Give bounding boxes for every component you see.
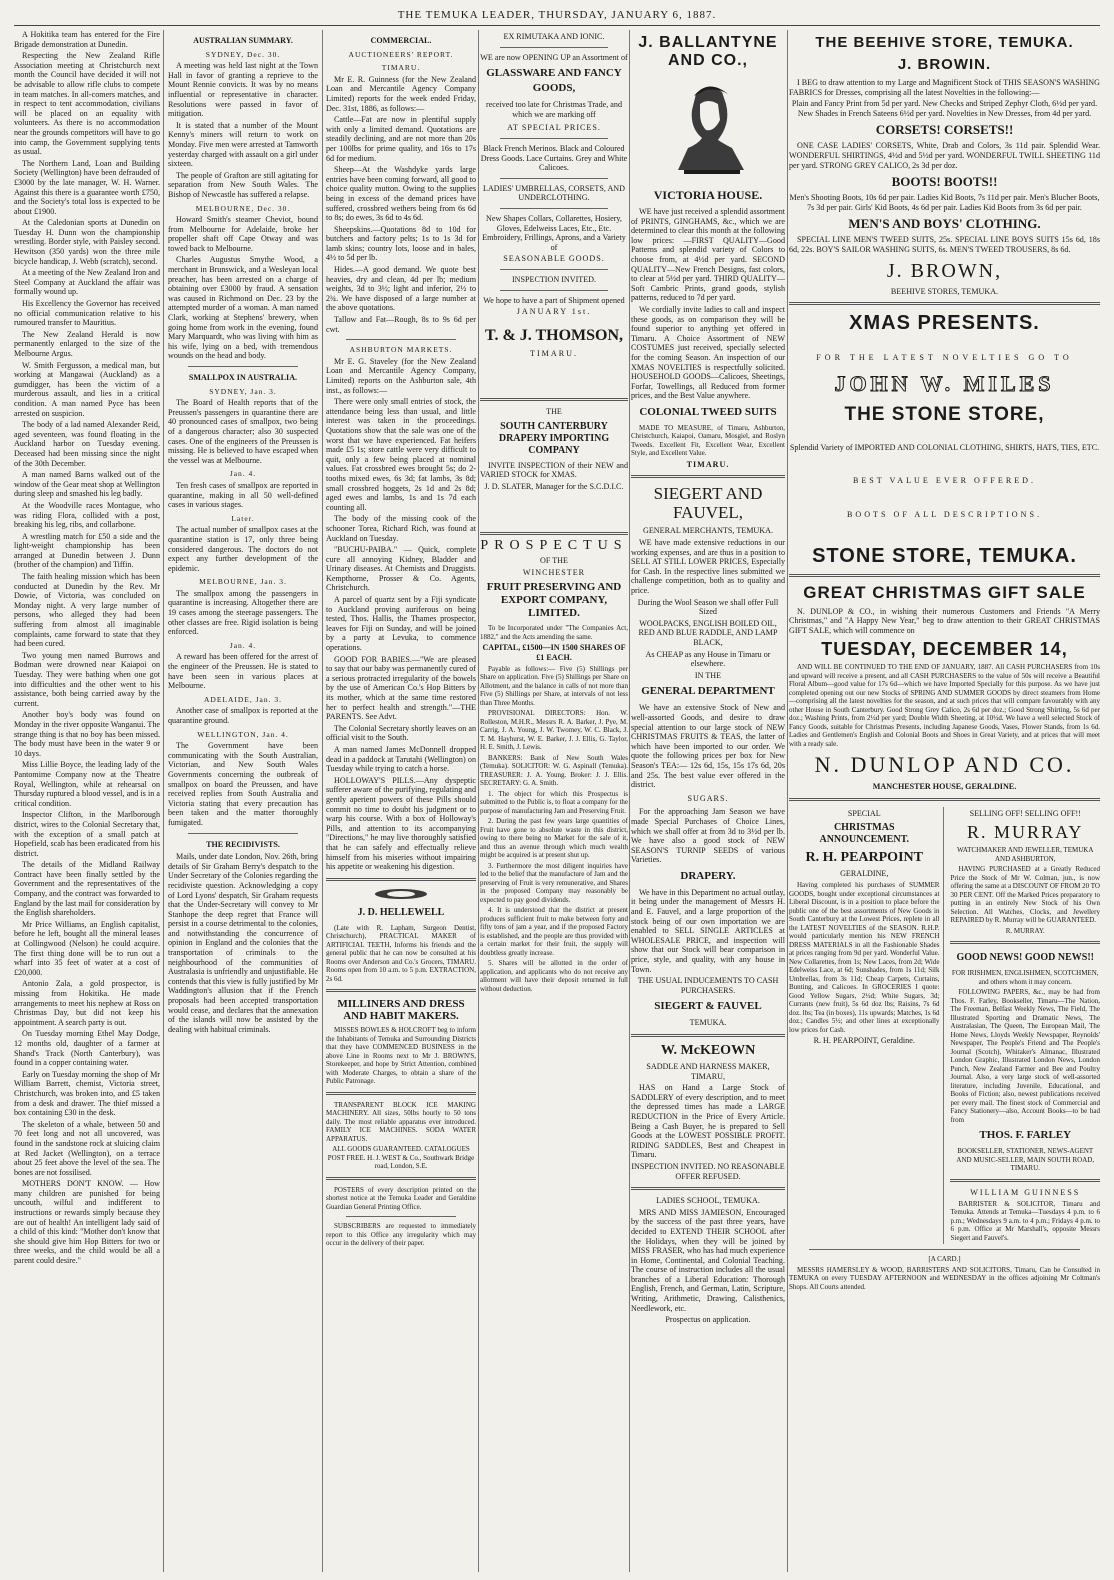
ladies-school-heading: LADIES SCHOOL, TEMUKA.	[656, 1196, 760, 1206]
news-item: Inspector Clifton, in the Marlborough district, wires to the Colonial Secretary that, with the exception of a small patch at Hopefield, scab has been eradicated from his district.	[14, 810, 160, 858]
news-item: Ten fresh cases of smallpox are reported in quarantine, making in all 50 well-defined cases in various stages.	[168, 480, 318, 510]
dateline: MELBOURNE, Dec. 30.	[195, 203, 291, 213]
ad-text: BOOTS OF ALL DESCRIPTIONS.	[846, 509, 1043, 519]
ad-text: BOOKSELLER, STATIONER, NEWS-AGENT AND MUSIC-SELLER, MAIN SOUTH ROAD, TIMARU.	[956, 1147, 1095, 1173]
dateline: Jan. 4.	[229, 640, 257, 650]
prospectus-paragraph: 2. During the past few years large quantities of Fruit have gone to absolute waste in this district, owing to there being no Market for the sale of it, and thus an avenue through which much wealth might be acquired is at present shut up.	[480, 817, 628, 860]
ad-text: Black French Merinos. Black and Coloured Dress Goods. Lace Curtains. Grey and White Calicoes.	[480, 143, 628, 173]
column-news-briefs	[14, 30, 160, 1572]
ad-text: SPECIAL LINE MEN'S TWEED SUITS, 25s. SPECIAL LINE BOYS SUITS 15s 6d, 18s 6d, 22s. BOY'S SAILOR WASHING SUITS, 6s. MEN'S TWEED TROUSERS, 8s 6d.	[789, 235, 1100, 254]
news-item: The Northern Land, Loan and Building Society (Wellington) have been defrauded of £3000 by the late manager, W. H. Warner. Against this there is a guarantee worth £750, and the Society's total loss is expected to be about £1900.	[14, 158, 160, 216]
victoria-house-heading: VICTORIA HOUSE.	[653, 188, 763, 202]
dateline: SYDNEY, Dec. 30.	[205, 49, 281, 59]
news-item: MOTHERS DON'T KNOW. — How many children are punished for being uncouth, wilful and indifferent to instructions or rewards simply because they are out of health! An intelligent lady said of a child of this kind: "Mother don't know that she should give him Hop Bitters for two or three weeks, and the child would be all a parent could desire."	[14, 1179, 160, 1266]
ad-text: WOOLPACKS, ENGLISH BOILED OIL, RED AND BLUE RADDLE, AND LAMP BLACK,	[638, 618, 778, 647]
ad-text: TIMARU.	[530, 348, 578, 358]
posters-notice: POSTERS of every description printed on the shortest notice at the Temuka Leader and Geraldine Guardian General Printing Office.	[326, 1185, 476, 1211]
news-item: W. Smith Fergusson, a medical man, but working at Mangawai (Auckland) as a gumdigger, has been the victim of a murderous assault, and lies in a critical condition. A man named Pyce has been arrested on suspicion.	[14, 360, 160, 418]
column-australian-news	[168, 30, 318, 1572]
report-paragraph: "BUCHU-PAIBA." — Quick, complete cure all annoying Kidney, Bladder and Urinary diseases. At Chemists and Druggists. Kempthorne, Prosser & Co. Agents, Christchurch.	[326, 545, 476, 593]
column-merchant-ads	[631, 30, 785, 1572]
report-paragraph: A parcel of quartz sent by a Fiji syndicate to Auckland proving auriferous on being tested, Thos. Hallis, the Thames prospector, leaves for Fiji on Sunday, and will be joined by a party at Levuka, to commence operations.	[326, 595, 476, 653]
news-item: The New Zealand Herald is now permanently enlarged to the size of the Melbourne Argus.	[14, 329, 160, 358]
news-item: A man named Barns walked out of the window of the Gear meat shop at Wellington during sleep and smashed his leg badly.	[14, 470, 160, 499]
report-paragraph: Mr E. G. Staveley (for the New Zealand Loan and Mercantile Agency Company, Limited) reports on the Ashburton sale, 4th inst., as follows:—	[326, 356, 476, 395]
section-heading: AUSTRALIAN SUMMARY.	[193, 36, 293, 45]
ad-text: We have an extensive Stock of New and well-assorted Goods, and desire to draw special attention to our large stock of NEW CHRISTMAS FRUITS & TEAS, the latter of which have been imported to our order. We quote the following prices per box for New Season's TEA:— 12s 6d, 15s, 15s 17s 6d, 20s and 25s. The best value ever offered in the district.	[631, 703, 785, 790]
divider	[480, 532, 628, 535]
news-item: A Hokitika team has entered for the Fire Brigade demonstration at Dunedin.	[14, 30, 160, 49]
ad-text: R. MURRAY.	[1005, 926, 1045, 935]
divider	[789, 574, 1100, 577]
news-item: Mails, under date London, Nov. 26th, bring details of Sir Graham Berry's despatch to the Under Secretary of the Colonies regarding the recidiviste question. Acknowledging a copy of Lord Lyons' despatch, Sir Graham requests that the Under-Secretary will convey to Mr Stanhope the deep regret that France will persist in a course detrimental to the colonies, and notwithstanding the concurrence of opinion in England and the colonies that the transportation of criminals to the neighbourhood of the communities of Australasia is unfriendly and unjustifiable. He contends that this view is fully justified by Mr Waddington's allusion that if the French proposals had been accepted transportation would cease, and declares that the annexation of the islands will now be assisted by the dealing with habitual criminals.	[168, 852, 318, 1034]
news-item: The smallpox among the passengers in quarantine is increasing. Altogether there are 19 cases among the steerage passengers. The other classes are free. Rigid isolation is being enforced.	[168, 588, 318, 637]
ad-text: SADDLE AND HARNESS MAKER, TIMARU,	[646, 1062, 770, 1081]
news-item: The Government have been communicating with the South Australian, Victorian, and New South Wales Governments concerning the outbreak of smallpox on board the Preussen, and have received replies from South Australia and Victoria stating that every precaution has been taken and the matter thoroughly fumigated.	[168, 741, 318, 827]
ad-text: TEMUKA.	[689, 1018, 727, 1028]
ice-machinery-ad: TRANSPARENT BLOCK ICE MAKING MACHINERY. All sizes, 50lbs hourly to 50 tons daily. The most reliable apparatus ever introduced. FAMILY ICE MACHINES. SODA WATER APPARATUS.	[326, 1100, 476, 1143]
ad-text: BARRISTER & SOLICITOR, Timaru and Temuka. Attends at Temuka—Tuesdays 4 p.m. to 6 p.m.; Wednesdays 9 a.m. to 4 p.m.; Fridays 4 p.m. to 6 p.m. Office at Mr Marshall's, opposite Messrs Siegert and Fauvel's.	[950, 1199, 1100, 1242]
ad-text: Splendid Variety of IMPORTED AND COLONIAL CLOTHING, SHIRTS, HATS, TIES, ETC.	[789, 442, 1100, 452]
news-item: The faith healing mission which has been conducted at Dunedin by the Rev. Mr Dowie, of Victoria, was concluded on Monday night. A very large number of persons, who alleged they had been suffering from almost all imaginable complaints, came forward to state that they had been cured.	[14, 572, 160, 649]
ad-text: WATCHMAKER AND JEWELLER, TEMUKA AND ASHBURTON,	[957, 846, 1094, 863]
ad-text: R. H. PEARPOINT, Geraldine.	[813, 1036, 915, 1046]
prospectus-paragraph: Payable as follows:— Five (5) Shillings per Share on application. Five (5) Shillings per Share on Allotment, and the balance in calls of not more than Five (5) Shillings per Share, at intervals of not less than Three Months.	[480, 664, 628, 707]
prospectus-paragraph: 5. Shares will be allotted in the order of application, and applicants who do not receive any allotment will have their deposit returned in full without deduction.	[480, 959, 628, 993]
capital-line: CAPITAL, £1500—IN 1500 SHARES OF £1 EACH.	[482, 643, 626, 663]
report-paragraph: GOOD FOR BABIES.—"We are pleased to say that our baby was permanently cured of a serious protracted irregularity of the bowels by the use of American Co.'s Hop Bitters by its mother, which at the same time restored her to perfect health and strength."—THE PARENTS. See Advt.	[326, 654, 476, 722]
masthead: THE TEMUKA LEADER, THURSDAY, JANUARY 6, 1887.	[14, 5, 1100, 26]
ad-text: FOR IRISHMEN, ENGLISHMEN, SCOTCHMEN, and others whom it may concern.	[951, 969, 1099, 986]
subscribers-notice: SUBSCRIBERS are requested to immediately report to this Office any irregularity which may occur in the delivery of their paper.	[326, 1222, 476, 1248]
dentist-ad: (Late with R. Lapham, Surgeon Dentist, Christchurch), PRACTICAL MAKER of ARTIFICIAL TEETH, Informs his friends and the general public that he can now be consulted at his Rooms over Anderson and Co.'s Grocers, TIMARU. Rooms open from 10 a.m. to 5 p.m. EXTRACTION, 2s 6d.	[326, 923, 476, 983]
news-item: The Board of Health reports that of the Preussen's passengers in quarantine there are 40 pronounced cases of smallpox, two being of a dangerous character; also 30 suspected cases. One of the engineers of the Preussen is missing. He is believed to have escaped when the vessel was at Melbourne.	[168, 398, 318, 465]
corsets-heading: CORSETS! CORSETS!!	[875, 122, 1014, 138]
ad-text: N. DUNLOP & CO., in wishing their numerous Customers and Friends "A Merry Christmas," and "A Happy New Year," beg to draw attention to their GREAT CHRISTMAS GIFT SALE, which will commence on	[789, 606, 1100, 635]
ad-text: MADE TO MEASURE, of Timaru, Ashburton, Christchurch, Kaiapoi, Oamaru, Mosgiel, and Roslyn Tweeds. Excellent Fit, Excellent Wear, Excellent Style, and Excellent Value.	[631, 423, 785, 458]
ad-text: Men's Shooting Boots, 10s 6d per pair. Ladies Kid Boots, 7s 11d per pair. Men's Blucher Boots, 7s 3d per pair. Girls' Kid Boots, 4s 6d per pair. Ladies Kid Boots from 3s 6d per pair.	[789, 193, 1100, 212]
column-commercial	[326, 30, 476, 1572]
ad-text: JANUARY 1st.	[516, 307, 592, 317]
divider	[326, 878, 476, 881]
queen-victoria-portrait-icon	[648, 74, 768, 184]
milliners-ad: MISSES BOWLES & HOLCROFT beg to inform the Inhabitants of Temuka and Surrounding Districts that they have COMMENCED BUSINESS in the above Line in Rooms next to Mr J. BROWN'S, Storekeeper, and hope by Strict Attention, combined with Moderate Charges, to obtain a share of the Public Patronage.	[326, 1026, 476, 1086]
ad-text: For the approaching Jam Season we have made Special Purchases of Choice Lines, which we shall offer at from 3d to 3½d per lb. We have also a good stock of NEW SEASON'S TURNIP SEEDS of various Varieties.	[631, 807, 785, 865]
report-paragraph: Cattle—Fat are now in plentiful supply with only a limited demand. Quotations are steadily declining, and are not more than 20s per 100lbs for prime quality, and 16s to 17s 6d for medium.	[326, 115, 476, 163]
ad-text: HAS on Hand a Large Stock of SADDLERY of every description, and to meet the depressed times has made a LARGE REDUCTION in the Price of Every Article. Being a Cash Buyer, he is prepared to Sell Goods at the LOWEST POSSIBLE PROFIT. RIDING SADDLES, Best and Cheapest in Timaru.	[631, 1083, 785, 1160]
miles-heading: JOHN W. MILES	[834, 370, 1055, 396]
right-ads	[950, 807, 1100, 1244]
farley-heading: THOS. F. FARLEY	[979, 1129, 1072, 1142]
ice-machinery-footer: ALL GOODS GUARANTEED. CATALOGUES POST FREE. H. J. WEST & Co., Southwark Bridge road, London, S.E.	[327, 1145, 475, 1171]
news-item: It is stated that a number of the Mount Kenny's miners will return to work on Monday. Five men were arrested at Tamworth yesterday charged with assault on a girl under sixteen.	[168, 120, 318, 169]
report-paragraph: Tallow and Fat—Rough, 8s to 9s 6d per cwt.	[326, 315, 476, 334]
news-item: Early on Tuesday morning the shop of Mr William Barrett, chemist, Victoria street, Christchurch, was broken into, and £5 taken from a desk and drawer. The thief missed a box containing £30 in the desk.	[14, 1069, 160, 1118]
news-item: The people of Grafton are still agitating for separation from New South Wales. The Bishop of Newcastle has suffered a relapse.	[168, 170, 318, 199]
ad-text: INVITE INSPECTION of their NEW and VARIED STOCK for XMAS.	[480, 460, 628, 480]
ad-text: We have in this Department no actual outlay, it being under the management of Messrs H. and E. Fauvel, and a large proportion of the stock being of our own importation we are enabled to SELL SINGLE ARTICLES at WHOLESALE PRICE, and inspection will show that our Stock will bear comparison in price, style, and quality, with any house in Town.	[631, 887, 785, 974]
divider	[950, 1179, 1100, 1182]
prospectus-paragraph: 3. Furthermore the most diligent inquiries have led to the belief that the manufacture of Jam and the preserving of Fruit is very remunerative, and Shares in the proposed Company may reasonably be expected to pay good dividends.	[480, 861, 628, 904]
news-item: The skeleton of a whale, between 50 and 70 feet long and not all uncovered, was found in the sandstone rock at sluicing claim at Red Jacket (Wellington), on a terrace about 25 feet above the level of the sea. The bones are not fossilised.	[14, 1119, 160, 1177]
clothing-heading: MEN'S AND BOYS' CLOTHING.	[848, 216, 1041, 232]
report-paragraph: Mr E. R. Guinness (for the New Zealand Loan and Mercantile Agency Company Limited) reports for the week ended Friday, Dec. 31st, 1886, as follows:—	[326, 74, 476, 113]
divider	[631, 1034, 785, 1037]
drapery-heading: DRAPERY.	[680, 869, 736, 882]
divider	[500, 47, 608, 48]
ad-text: [A CARD.]	[928, 1255, 961, 1264]
divider	[500, 208, 608, 209]
divider	[950, 941, 1100, 944]
news-item: The actual number of smallpox cases at the quarantine station is 17, only three being considered dangerous. The doctors do not expect any further development of the epidemic.	[168, 525, 318, 573]
ad-text: ONE CASE LADIES' CORSETS, White, Drab and Colors, 3s 11d pair. Splendid Wear. WONDERFUL SHIRTINGS, 4½d and 5½d per yard. WONDERFUL TWILL SHEETING 11d per yard. STRONG GREY CALICO, 2s 3d per doz.	[789, 141, 1100, 170]
beehive-proprietor: J. BROWIN.	[897, 56, 992, 73]
dunlop-heading: N. DUNLOP AND CO.	[814, 752, 1075, 778]
divider	[480, 398, 628, 401]
divider	[346, 1216, 456, 1217]
ballantyne-heading: J. BALLANTYNE AND CO.,	[638, 34, 778, 69]
ad-topline: EX RIMUTAKA AND IONIC.	[503, 32, 605, 41]
divider	[500, 269, 608, 270]
news-item: Another boy's body was found on Monday in the river opposite Wanganui. The strange thing is that no boy has been missed. The body must have been in the water 9 or 10 days.	[14, 710, 160, 758]
report-paragraph: Sheepskins.—Quotations 8d to 10d for butchers and factory pelts; 1s to 1s 3d for lamb skins; country lots, loose and in bales, 4½ to 5d per lb.	[326, 224, 476, 263]
report-paragraph: A man named James McDonnell dropped dead in a paddock at Tarutahi (Wellington) on Tuesday while trying to catch a horse.	[326, 744, 476, 774]
ad-text: AT SPECIAL PRICES.	[507, 123, 601, 133]
ad-text: During the Wool Season we shall offer Full Sized	[637, 597, 779, 617]
mckeown-heading: W. McKEOWN	[660, 1043, 756, 1058]
colonial-tweed-heading: COLONIAL TWEED SUITS	[639, 405, 777, 418]
ad-intro: WE are now OPENING UP an Assortment of	[480, 52, 628, 62]
news-item: Respecting the New Zealand Rifle Association meeting at Christchurch next month the Council have decided it will not be advisable to allow rifle clubs to compete in team matches. In all-comers matches, and in respect to tent accommodation, civilians will be placed on an equality with volunteers. As there is no accommodation near the grounds competitors will have to go into camp, the Government supplying tents as usual.	[14, 51, 160, 157]
ad-text: SPECIAL	[847, 808, 881, 818]
beehive-heading: THE BEEHIVE STORE, TEMUKA.	[815, 34, 1074, 51]
news-item: A meeting was held last night at the Town Hall in favor of granting a reprieve to the Mount Rennie convicts. It was by no means influential or representative in character. Resolutions were passed in favor of mitigation.	[168, 61, 318, 119]
ad-text: GERALDINE,	[840, 869, 889, 879]
subheading: ASHBURTON MARKETS.	[349, 345, 453, 355]
prospectus-paragraph: 4. It is understood that the district at present produces sufficient fruit to make between forty and fifty tons of jam a year, and if the proposed Factory is established, and the people are thus provided with a certain market for their fruit, the supply will doubtless greatly increase.	[480, 906, 628, 957]
column-rule	[629, 30, 630, 1572]
news-item: Charles Augustus Smythe Wood, a merchant in Brunswick, and a Wesleyan local preacher, has been arrested on a charge of obtaining over £3000 by fraud. A sensation was caused in Richmond on Dec. 23 by the attempted murder of a woman. A man named Clark, working at Stephens' brewery, when going home from work in the evening, found Mary Marquardt, who was living with him as his wife, lying on a bed, with tremendous wounds on the head and body.	[168, 255, 318, 361]
subheading: AUCTIONEERS' REPORT.	[348, 49, 454, 59]
ad-text: MESSRS HAMERSLEY & WOOD, BARRISTERS AND SOLICITORS, Timaru, Can be Consulted in TEMUKA on every TUESDAY AFTERNOON and WEDNESDAY in the offices adjoining Mr Coltman's Shops. All Courts attended.	[789, 1265, 1100, 1291]
ad-text: MANCHESTER HOUSE, GERALDINE.	[872, 782, 1017, 792]
dateline: TIMARU.	[381, 63, 421, 73]
ornament-icon	[371, 887, 431, 901]
dateline: SYDNEY, Jan. 3.	[209, 386, 277, 396]
section-heading: COMMERCIAL.	[370, 36, 432, 45]
boots-heading: BOOTS! BOOTS!!	[891, 174, 998, 190]
ad-text: TIMARU.	[686, 459, 730, 469]
ad-text: We hope to have a part of Shipment opened	[483, 295, 625, 305]
glassware-heading: GLASSWARE AND FANCY GOODS,	[486, 67, 622, 95]
report-paragraph: HOLLOWAY'S PILLS.—Any dyspeptic sufferer aware of the purifying, regulating and gently aperient powers of these Pills should commit no time to doubt his judgment or to warp his course. With a box of Holloway's Pills, and attention to its accompanying "Directions," he may live thoroughly satisfied that he can safely and effectually relieve himself from his miseries without impairing his appetite or weakening his digestion.	[326, 775, 476, 872]
divider	[500, 178, 608, 179]
column-rule	[787, 30, 788, 1572]
divider	[500, 290, 608, 291]
divider	[500, 138, 608, 139]
sugars-heading: SUGARS.	[687, 793, 729, 803]
report-paragraph: There were only small entries of stock, the attendance being less than usual, and little interest was taken in the proceedings. Quotations show that the sale was one of the worst that we have experienced. Fat heifers made £5 1s; store cattle were very difficult to quit, only a few being placed at nominal values. Fat crossbred ewes brought 5s; do 2-tooths mixed ewes, 6s 3d; fat lambs, 3s 8d; small crossbred hoggets, 2s 1d and 2s 8d; aged ewes and lambs, 1s and 1s 7d each counting all.	[326, 397, 476, 512]
news-item: Another case of smallpox is reported at the quarantine ground.	[168, 706, 318, 725]
ad-text: OF THE	[540, 556, 568, 566]
ad-text: THE USUAL INDUCEMENTS TO CASH PURCHASERS.	[637, 976, 779, 995]
ad-text: We cordially invite ladies to call and inspect these goods, as on comparison they will be found superior to anything yet offered in Timaru. A Choice Assortment of NEW COSTUMES just received, specially selected for the coming Season. An inspection of our XMAS NOVELTIES is respectfully solicited. HOUSEHOLD GOODS—Calicoes, Sheetings, Forfar, Towellings, all Reduced from former prices, and the Best Value anywhere.	[631, 304, 785, 401]
stone-store-heading: THE STONE STORE,	[844, 403, 1045, 425]
report-paragraph: Sheep—At the Washdyke yards large entries have been coming forward, all good to choice quality mutton. Owing to the supplies being in excess of the demand prices have suffered, crossbred wethers being from 6s 6d to 8s; do ewes, 3s 6d to 4s 6d.	[326, 165, 476, 223]
news-item: Mr Price Williams, an English capitalist, before he left, bought all the mineral leases at Collingwood (Nelson) he could acquire. The first thing done will be to run out a wharf into 35 feet of water at a cost of £20,000.	[14, 919, 160, 977]
ad-text: J. D. SLATER, Manager for the S.C.D.I.C.	[484, 482, 624, 492]
murray-heading: R. MURRAY	[967, 822, 1084, 843]
ad-text: WINCHESTER	[522, 567, 586, 577]
gift-sale-heading: GREAT CHRISTMAS GIFT SALE	[803, 582, 1086, 602]
ad-text: FOLLOWING PAPERS, &c., may be had from Thos. F. Farley, Bookseller, Timaru—The Nation, The Freeman, Belfast Weekly News, The Field, The Illustrated Sporting and Dramatic News, The Australasian, The Queen, The European Mail, The Home News, Lloyds Weekly Newspaper, Reynolds' Newspaper, The People's Friend and The People's Journal (Scotch), Whitaker's Almanac, Illustrated London Graphic, Illustrated London News, London Punch, New Zealand Farmer and Bee and Poultry Journal. Also, a very large stock of well-assorted literature, including Juvenile, Educational, and Books of Fiction; also, newest publications received per every mail. The finest stock of Commercial and Fancy Stationery—also, Account Books—to be had from	[950, 988, 1100, 1124]
news-item: At the Caledonian sports at Dunedin on Tuesday H. Dunn won the championship wrestling. Border style, with Paisley second. Hewitson (350 yards) won the three mile bicycle handicap, J. Webb (scratch), second.	[14, 218, 160, 266]
prospectus-paragraph: PROVISIONAL DIRECTORS: Hon. W. Rolleston, M.H.R., Messrs R. A. Barker, J. Pye, M. Carrig, J. A. Young, J. W. Twomey, W. C. Black, J. T. M. Hayhurst, W. E. Barker, J. J. Ellis, G. Taylor, H. E. Smith, J. Lewis.	[480, 709, 628, 752]
ad-text: Having completed his purchases of SUMMER GOODS, bought under exceptional circumstances at Liberal Discount, is in a position to place before the public one of the best assortments of New Goods in South Canterbury at the Lowest Prices, replete in all the LATEST NOVELTIES of the SEASON. R.H.P. would particularly mention his NEW FRENCH DRESS MATERIALS in all the Fashionable Shades at prices ranging from 9d per yard. Wonderful Value. New Collarettes, from 1s; New Laces, from 2d; Wide Edelweiss Lace, at 6d; Sunshades, from 1s 11d; Silk Umbrellas, from 3s 11d; Cheap Carpets, Curtains, Bunting, and Calicoes. In GROCERIES I quote: Good Yellow Sugars, 2½d; White Sugars, 3d; Currants (new fruit), 5s 6d doz lbs; Raisins, 7s 6d doz. lbs; Tea (in boxes), 11s upwards; Matches, 1s 6d doz.; Candles 5½; and other lines at exceptionally low prices for Cash.	[789, 881, 940, 1034]
ad-text: MRS AND MISS JAMIESON, Encouraged by the success of the past three years, have decided to EXTEND THEIR SCHOOL after the Holidays, when they will be joined by MISS FRASER, who has had much experience in Home, Continental, and Colonial Teaching. The course of instruction includes all the usual branches of a Liberal Education: Thorough English, French, and German, Latin, Scripture, Writing, Arithmetic, Drawing, Calisthenics, Needlework, etc.	[631, 1207, 785, 1313]
prospectus-heading: PROSPECTUS	[480, 537, 628, 553]
ad-text: To be Incorporated under "The Companies Act, 1882," and the Acts amending the same.	[480, 624, 628, 641]
pearpoint-ad	[789, 807, 944, 1244]
news-item: The details of the Midland Railway Contract have been finally settled by the Government and the representatives of the Company, and the contract was forwarded to England by the last mail for consideration by the English shareholders.	[14, 860, 160, 918]
ad-text: As CHEAP as any House in Timaru or elsewhere.	[645, 649, 771, 669]
ad-text: INSPECTION INVITED. NO REASONABLE OFFER REFUSED.	[631, 1161, 785, 1181]
divider	[346, 339, 456, 340]
divider	[809, 1249, 1080, 1250]
dateline: MELBOURNE, Jan. 3.	[199, 577, 287, 587]
south-canterbury-heading: SOUTH CANTERBURY DRAPERY IMPORTING COMPANY	[498, 420, 610, 456]
ad-text: HAVING PURCHASED at a Greatly Reduced Price the Stock of Mr W. Colman, jun., is now offering the same at a DISCOUNT OF FROM 20 TO 30 PER CENT. Off the Marked Prices preparatory to putting in an entirely New Stock of his Own Selection. All Watches, Clocks, and Jewellery REPAIRED by R. Murray will be GUARANTEED.	[950, 865, 1100, 925]
divider	[326, 1092, 476, 1095]
news-item: Howard Smith's steamer Cheviot, bound from Melbourne for Adelaide, broke her propeller shaft off Cape Otway and was towed back to Melbourne.	[168, 215, 318, 253]
milliners-heading: MILLINERS AND DRESS AND HABIT MAKERS.	[337, 998, 465, 1023]
news-item: Miss Lillie Boyce, the leading lady of the Pantomime Company now at the Theatre Royal, Wellington, while at rehearsal on Thursday ruptured a blood vessel, and is in a critical condition.	[14, 760, 160, 808]
two-column-ads	[789, 807, 1100, 1244]
divider	[326, 1177, 476, 1180]
column-rule	[478, 30, 479, 1572]
ad-text: GENERAL MERCHANTS, TEMUKA.	[643, 526, 773, 536]
divider	[789, 302, 1100, 305]
ad-text: WE have made extensive reductions in our working expenses, and are thus in a position to SELL AT STILL LOWER PRICES, Especially for Cash. In the respective lines submitted we challenge competition, both as to quality and price.	[631, 538, 785, 596]
divider	[631, 1187, 785, 1190]
news-item: Two young men named Burrows and Bodman were drowned near Kaiapoi on Tuesday. They were bathing when one got into difficulties and the other went to his assistance, both being carried away by the current.	[14, 650, 160, 708]
news-item: The body of a lad named Alexander Reid, aged seventeen, was found floating in the Auckland harbor on Tuesday evening. Deceased had been missing since the night of the 30th December.	[14, 420, 160, 468]
ad-text: AND WILL BE CONTINUED TO THE END OF JANUARY, 1887. All CASH PURCHASERS from 10s and upward will receive a present, and all CASH PURCHASERS to the value of 50s will receive a Beautiful Floral Album—good value for 17s 6d—which we have Imported Specially for this purpose. As we have just completed opening out our new Stocks of SPRING AND SUMMER GOODS by direct steamers from Home—comprising all the latest novelties for the season, and at such prices that will compare favourably with any other House in South Canterbury. Good Strong Grey Calico, 2s 6d per doz.; Good Strong Shirting, 5s 6d per doz.; Washing Prints, from 2½d per yard; Double Width Sheeting, at 10½d. We have a well selected Stock of Fancy Goods, suitable for Christmas Presents, including Japanese Goods, Vases, Flower Stands, from 1s 6d. Ladies and Gentlemen's English and Colonial Boots and Shoes in Great Variety, and at prices that will meet with a ready sale.	[789, 663, 1100, 748]
ad-text: THE	[546, 407, 562, 417]
gift-sale-date: TUESDAY, DECEMBER 14,	[821, 639, 1068, 660]
news-item: A wrestling match for £50 a side and the light-weight championship has been arranged at Dunedin between J. Dunn (brother of the champion) and Tiffin.	[14, 531, 160, 570]
report-paragraph: The body of the missing cook of the schooner Torea, Richard Rich, was found at Auckland on Tuesday.	[326, 514, 476, 543]
section-heading: THE RECIDIVISTS.	[206, 839, 280, 849]
news-item: A reward has been offered for the arrest of the engineer of the Preussen. He is stated to have been seen in various places at Melbourne.	[168, 652, 318, 691]
dateline: Jan. 4.	[229, 469, 257, 479]
news-item: At the Woodville races Montague, who was riding Flora, collided with a post, breaking his leg, ribs, and collarbone.	[14, 500, 160, 530]
thomson-name: T. & J. THOMSON,	[484, 326, 624, 344]
column-drapery-ads	[480, 30, 628, 1572]
report-paragraph: Hides.—A good demand. We quote best heavies, dry and clean, 4d per lb; medium weights, 3d to 3½; light and inferior, 2½ to 2¾. We have disposed of a large number at the above quotations.	[326, 265, 476, 313]
news-item: On Tuesday morning Ethel May Dodge, 12 months old, daughter of a farmer at Shand's Track (North Canterbury), was found in a copper containing water.	[14, 1029, 160, 1068]
ad-text: Plain and Fancy Print from 5d per yard. New Checks and Striped Zephyr Cloth, 6½d per yard. New Shades in French Sateens 6½d per yard. Novelties in New Dresses, from 4d per yard.	[791, 99, 1098, 118]
report-paragraph: The Colonial Secretary shortly leaves on an official visit to the South.	[326, 723, 476, 743]
ad-text: BEEHIVE STORES, TEMUKA.	[890, 286, 999, 296]
xmas-presents-heading: XMAS PRESENTS.	[849, 312, 1040, 335]
siegert-fauvel-signature: SIEGERT & FAUVEL	[654, 1000, 762, 1013]
good-news-heading: GOOD NEWS! GOOD NEWS!!	[956, 952, 1094, 964]
divider	[188, 366, 298, 367]
ad-text: New Shapes Collars, Collarettes, Hosiery, Gloves, Edelweiss Laces, Etc., Etc. Embroidery, Frillings, Aprons, and a Variety of	[482, 213, 626, 252]
ad-text: SELLING OFF! SELLING OFF!!	[969, 808, 1081, 818]
prospectus-paragraph: 1. The object for which this Prospectus is submitted to the Public is, to float a company for the purpose of manufacturing Jam and Preserving Fruit.	[480, 789, 628, 815]
general-department-heading: GENERAL DEPARTMENT	[641, 685, 775, 698]
brown-signature: J. BROWN,	[886, 259, 1003, 282]
ad-text: INSPECTION INVITED.	[511, 274, 597, 284]
dentist-name: J. D. HELLEWELL	[357, 906, 445, 918]
dateline: WELLINGTON, Jan. 4.	[197, 729, 289, 739]
fruit-company-heading: FRUIT PRESERVING AND EXPORT COMPANY, LIMITED.	[486, 581, 622, 620]
ad-text: received too late for Christmas Trade, and which we are marking off	[486, 100, 622, 119]
news-item: Antonio Zala, a gold prospector, is missing from Hokitika. He made arrangements to meet his nephew at Ross on Christmas Day, but did not keep his appointment. A search party is out.	[14, 979, 160, 1027]
pearpoint-heading: R. H. PEARPOINT	[805, 850, 923, 866]
ad-text: SEASONABLE GOODS.	[503, 254, 605, 264]
ad-text: FOR THE LATEST NOVELTIES GO TO	[816, 353, 1073, 363]
ad-text: Prospectus on application.	[665, 1315, 751, 1325]
news-item: At a meeting of the New Zealand Iron and Steel Company at Auckland the affair was formally wound up.	[14, 268, 160, 297]
section-heading: SMALLPOX IN AUSTRALIA.	[188, 373, 298, 382]
stone-store-temuka-heading: STONE STORE, TEMUKA.	[812, 544, 1077, 567]
ad-text: IN THE	[694, 670, 722, 680]
divider	[789, 798, 1100, 801]
ad-text: WE have just received a splendid assortment of PRINTS, GINGHAMS, &c., which we are determined to clear this month at the following low prices: —FIRST QUALITY—Good Patterns and splendid variety of Colors to choose from, at 4½d per yard. SECOND QUALITY—New French Designs, fast colors, to clear at 5½d per yard. THIRD QUALITY—Soft Cambric Prints, grand goods, stylish patterns, reduced to 7d per yard.	[631, 207, 785, 303]
column-rule	[322, 30, 323, 1572]
dateline: Later.	[231, 513, 255, 523]
divider	[631, 475, 785, 478]
divider	[188, 833, 298, 834]
christmas-announcement-heading: CHRISTMAS ANNOUNCEMENT.	[819, 822, 910, 846]
ad-text: LADIES' UMBRELLAS, CORSETS, AND UNDERCLOTHING.	[483, 183, 625, 203]
news-item: His Excellency the Governor has received no official communication relative to his rumoured transfer to Mauritius.	[14, 299, 160, 328]
column-store-ads	[789, 30, 1100, 1572]
column-rule	[163, 30, 164, 1572]
dateline: ADELAIDE, Jan. 3.	[203, 694, 283, 704]
ad-text: BEST VALUE EVER OFFERED.	[852, 476, 1037, 486]
divider	[326, 989, 476, 992]
siegert-fauvel-heading: SIEGERT AND FAUVEL,	[653, 484, 763, 523]
guinness-heading: WILLIAM GUINNESS	[970, 1187, 1081, 1197]
ad-text: I BEG to draw attention to my Large and Magnificent Stock of THIS SEASON'S WASHING FABRICS for Dresses, comprising all the latest Novelties in the following:—	[789, 78, 1100, 97]
prospectus-paragraph: BANKERS: Bank of New South Wales (Temuka). SOLICITOR: W. G. Aspinall (Temuka). TREASURER: J. A. Young. Broker: J. J. Ellis. SECRETARY: G. A. Smith.	[480, 753, 628, 788]
